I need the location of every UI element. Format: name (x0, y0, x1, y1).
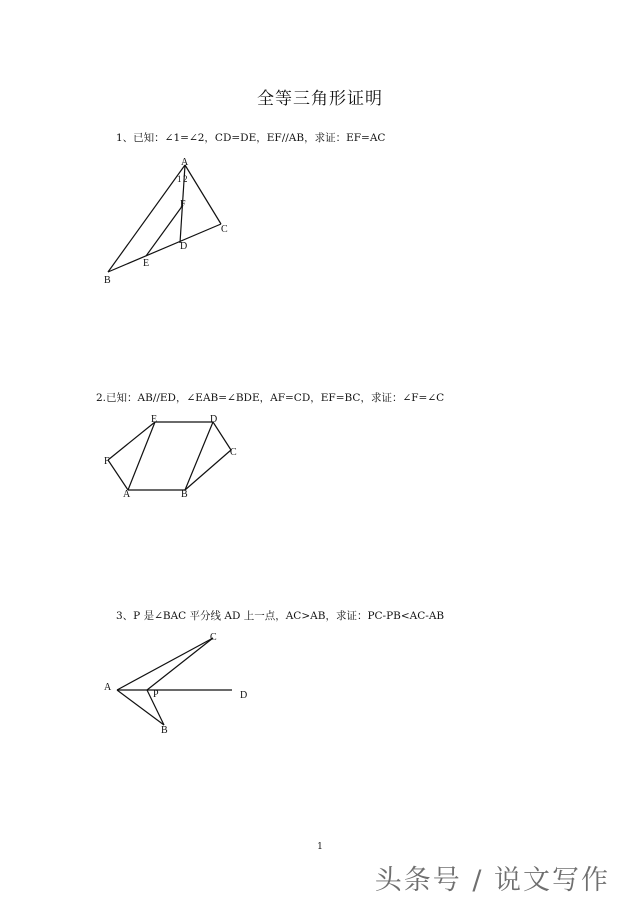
segment-AC (117, 638, 213, 690)
point-label-B: B (181, 489, 188, 500)
segment-CB (185, 450, 231, 490)
point-label-B: B (161, 725, 168, 736)
page-number: 1 (317, 842, 323, 852)
page-title: 全等三角形证明 (257, 89, 383, 109)
point-label-E: E (143, 258, 150, 269)
point-label-D: D (240, 690, 248, 701)
point-label-A: A (123, 489, 131, 500)
point-label-P: P (153, 689, 159, 700)
segment-FA (108, 460, 128, 490)
segment-DB (185, 422, 213, 490)
point-label-F: F (104, 456, 110, 467)
angle-label-2: 2 (183, 174, 188, 184)
problem-3-statement: 3、P 是∠BAC 平分线 AD 上一点，AC>AB，求证：PC-PB<AC-AB (116, 610, 445, 622)
segment-PC (147, 638, 213, 690)
segment-AC (185, 165, 221, 224)
problem-2-statement: 2.已知：AB//ED，∠EAB=∠BDE，AF=CD，EF=BC，求证：∠F=∠C (96, 392, 445, 404)
figure-2 (104, 414, 237, 500)
figure-3 (104, 632, 247, 736)
point-label-D: D (180, 241, 188, 252)
problem-1-statement: 1、已知：∠1=∠2，CD=DE，EF//AB，求证：EF=AC (116, 132, 386, 144)
point-label-C: C (221, 224, 228, 235)
point-label-A: A (181, 157, 189, 168)
watermark: 头条号 / 说文写作 (374, 865, 610, 896)
point-label-C: C (210, 632, 217, 643)
point-label-E: E (151, 414, 158, 425)
point-label-C: C (230, 447, 237, 458)
segment-DC (213, 422, 231, 450)
point-label-A: A (104, 682, 112, 693)
point-label-B: B (104, 275, 111, 286)
point-label-F: F (180, 199, 186, 210)
angle-label-1: 1 (177, 174, 182, 184)
figure-1 (104, 157, 228, 286)
point-label-D: D (210, 414, 218, 425)
